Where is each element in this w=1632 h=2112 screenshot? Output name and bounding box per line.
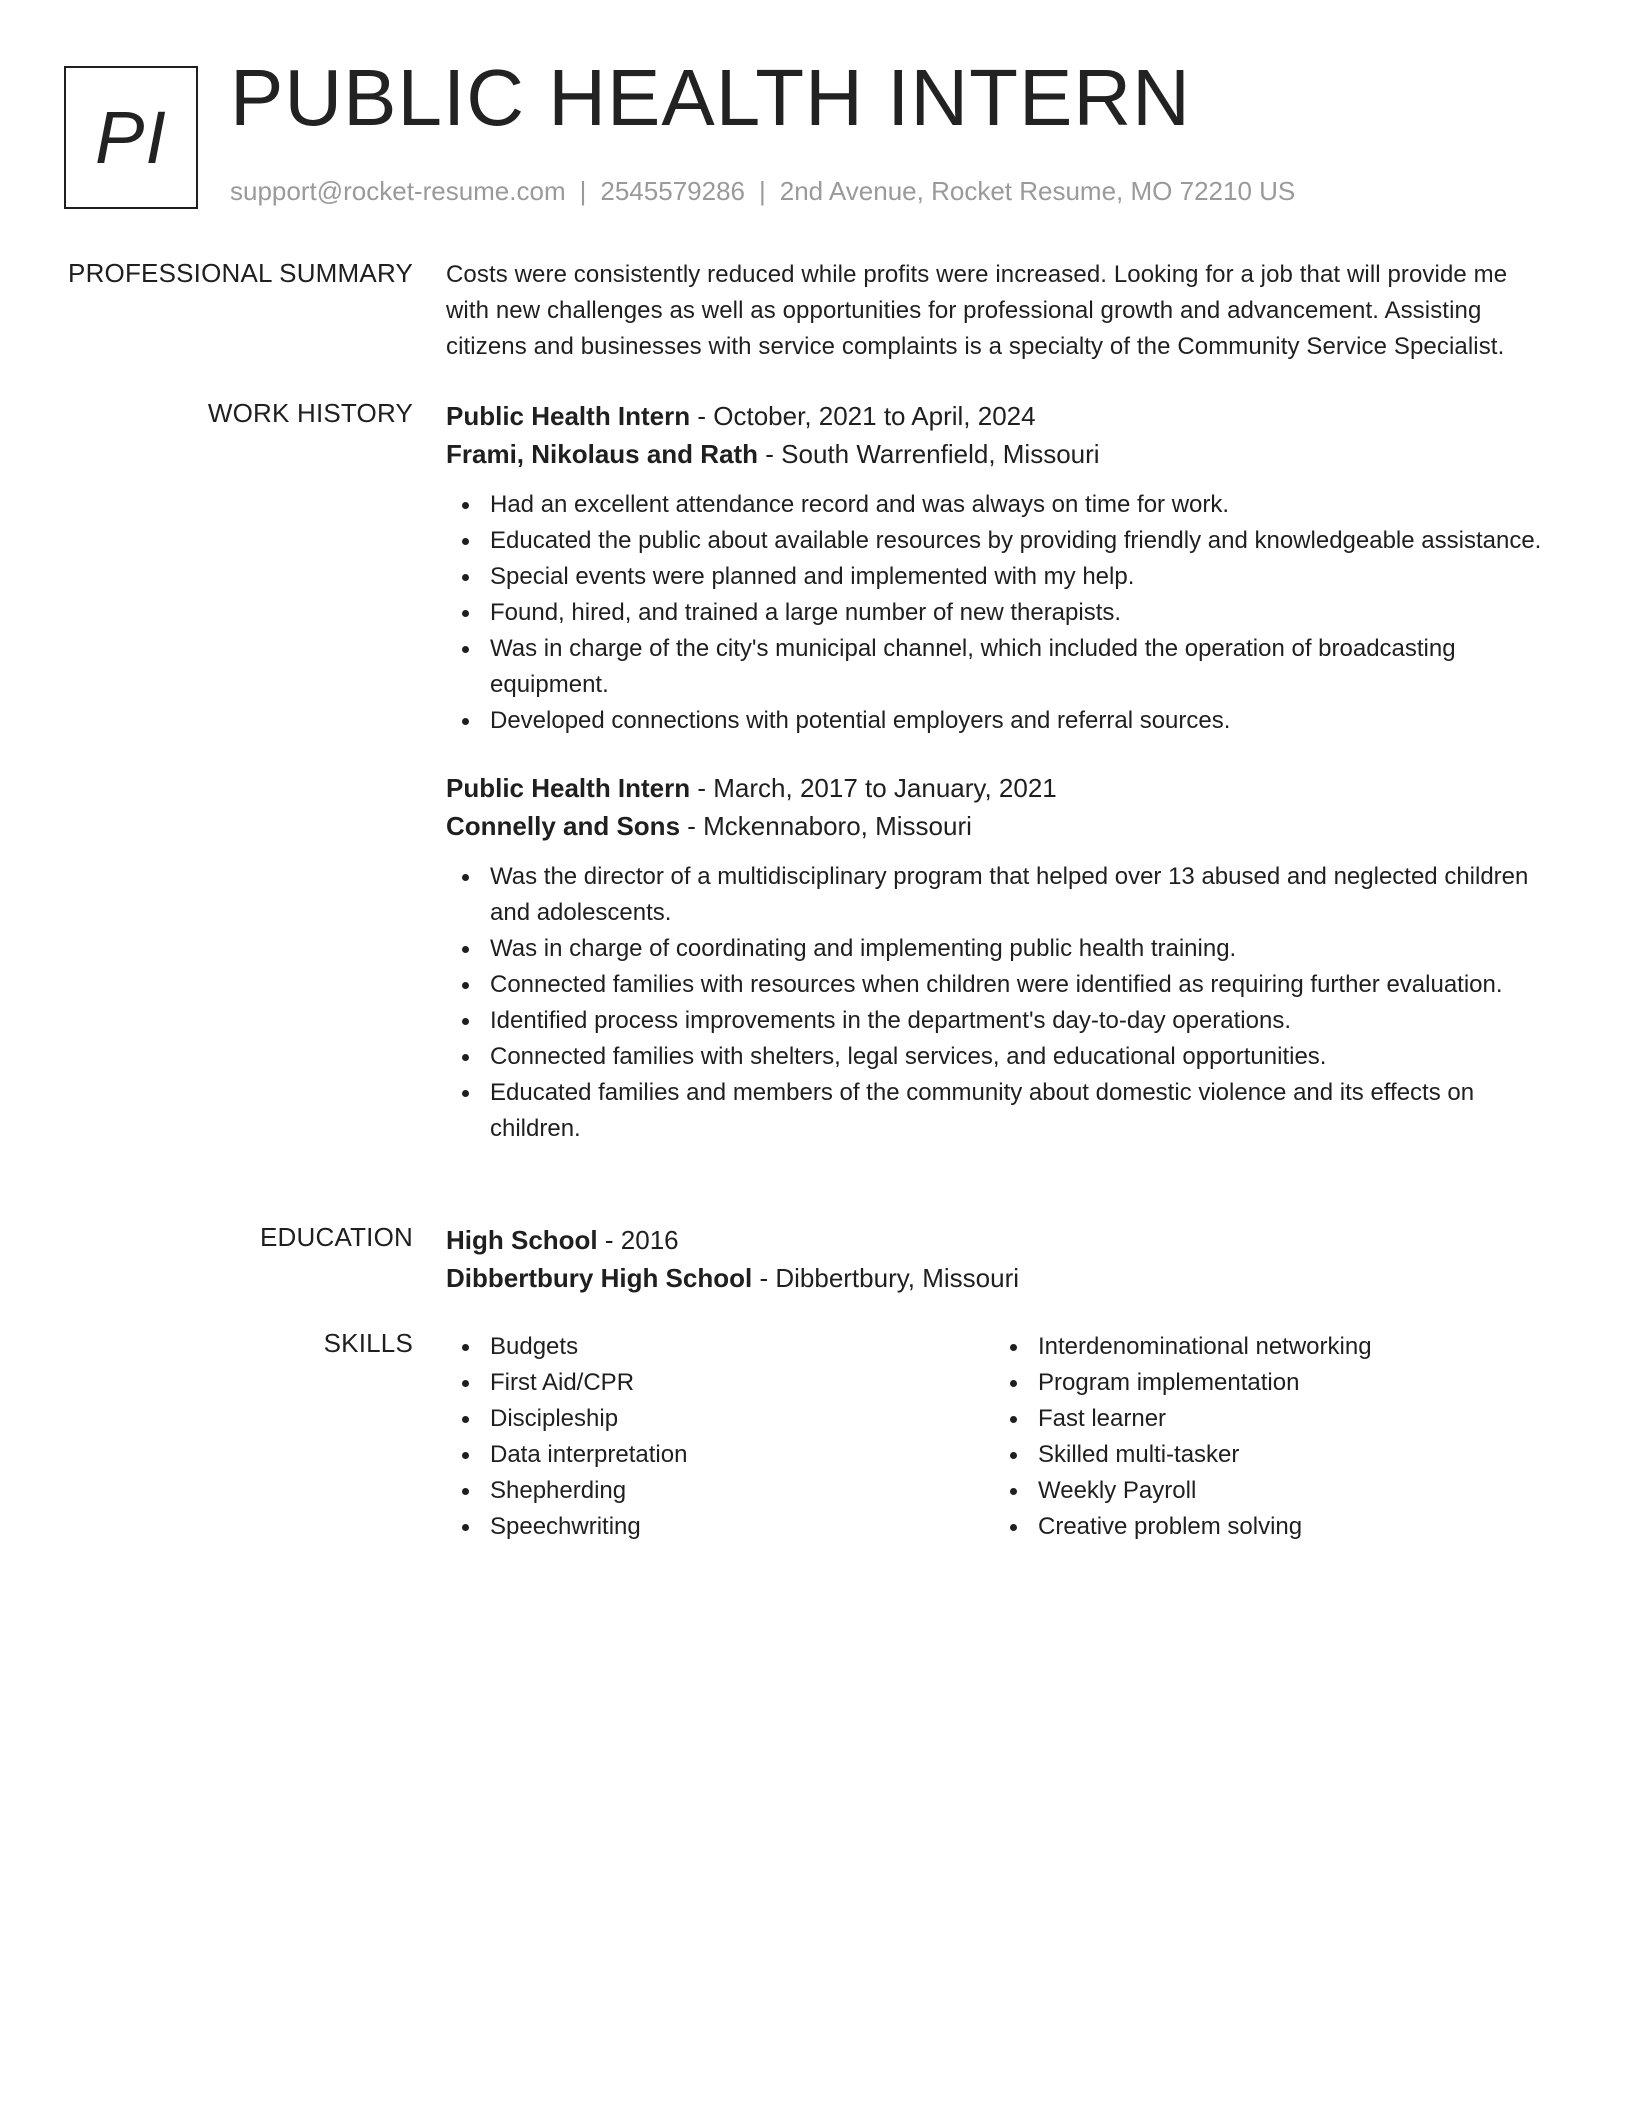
education-school: Dibbertbury High School (446, 1263, 753, 1293)
job-bullet: Was the director of a multidisciplinary program that helped over 13 abused and neglected children and adolescents. (446, 859, 1556, 931)
work-history-label: WORK HISTORY (207, 398, 413, 428)
job-bullet: Connected families with resources when children were identified as requiring further evaluation. (446, 967, 1556, 1003)
skill-item: Creative problem solving (994, 1509, 1542, 1545)
contact-phone: 2545579286 (600, 176, 745, 206)
skill-item: Speechwriting (446, 1509, 994, 1545)
skill-item: Weekly Payroll (994, 1473, 1542, 1509)
job-company: Frami, Nikolaus and Rath (446, 439, 759, 469)
job-company: Connelly and Sons (446, 811, 681, 841)
skill-item: Budgets (446, 1329, 994, 1365)
skill-item: Discipleship (446, 1401, 994, 1437)
job-title-line (446, 769, 1556, 807)
education-year: - 2016 (597, 1225, 679, 1255)
job-bullet: Special events were planned and implemented with my help. (446, 559, 1556, 595)
skill-item: Shepherding (446, 1473, 994, 1509)
job-location: - South Warrenfield, Missouri (758, 439, 1100, 469)
education-degree: High School (446, 1225, 598, 1255)
job-location: - Mckennaboro, Missouri (680, 811, 972, 841)
skills-column-left (446, 1329, 994, 1545)
skill-item: Skilled multi-tasker (994, 1437, 1542, 1473)
summary-label: PROFESSIONAL SUMMARY (68, 258, 413, 288)
job-bullet: Was in charge of the city's municipal channel, which included the operation of broadcasting equipment. (446, 631, 1556, 703)
job-bullet: Educated the public about available resources by providing friendly and knowledgeable assistance. (446, 523, 1556, 559)
candidate-name: PUBLIC HEALTH INTERN (230, 53, 1191, 142)
job-bullet: Developed connections with potential employers and referral sources. (446, 703, 1556, 739)
skill-item: Data interpretation (446, 1437, 994, 1473)
skill-item: Interdenominational networking (994, 1329, 1542, 1365)
education-label: EDUCATION (260, 1222, 413, 1252)
education-content (446, 1221, 1556, 1297)
job-entry (446, 397, 1556, 739)
job-bullets (446, 487, 1556, 739)
education-degree-line (446, 1221, 1556, 1259)
work-history-content (446, 397, 1556, 1147)
job-title: Public Health Intern (446, 773, 691, 803)
skills-label: SKILLS (323, 1328, 413, 1358)
skills-column-right (994, 1329, 1542, 1545)
job-company-line (446, 807, 1556, 845)
job-bullet: Connected families with shelters, legal services, and educational opportunities. (446, 1039, 1556, 1075)
skill-item: First Aid/CPR (446, 1365, 994, 1401)
job-title: Public Health Intern (446, 401, 691, 431)
job-dates: - March, 2017 to January, 2021 (690, 773, 1057, 803)
monogram-initials: PI (95, 95, 167, 179)
contact-separator: | (759, 176, 766, 206)
job-dates: - October, 2021 to April, 2024 (690, 401, 1036, 431)
job-bullet: Had an excellent attendance record and was always on time for work. (446, 487, 1556, 523)
monogram-box (64, 66, 198, 209)
job-bullet: Was in charge of coordinating and implementing public health training. (446, 931, 1556, 967)
job-company-line (446, 435, 1556, 473)
job-entry (446, 769, 1556, 1147)
job-title-line (446, 397, 1556, 435)
skills-content (446, 1329, 1556, 1545)
skill-item: Program implementation (994, 1365, 1542, 1401)
job-bullet: Identified process improvements in the department's day-to-day operations. (446, 1003, 1556, 1039)
skill-item: Fast learner (994, 1401, 1542, 1437)
contact-separator: | (579, 176, 587, 206)
contact-line (230, 176, 1295, 206)
summary-text: Costs were consistently reduced while profits were increased. Looking for a job that will provide me with new challenges as well as opportunities for professional growth and advancement. Assisting citizens and businesses with service complaints is a specialty of the Community Service Specialist. (446, 261, 1508, 360)
job-bullets (446, 859, 1556, 1147)
contact-address: 2nd Avenue, Rocket Resume, MO 72210 US (779, 176, 1296, 206)
contact-email: support@rocket-resume.com (230, 176, 566, 206)
education-location: - Dibbertbury, Missouri (752, 1263, 1020, 1293)
job-bullet: Educated families and members of the community about domestic violence and its effects on children. (446, 1075, 1556, 1147)
job-bullet: Found, hired, and trained a large number of new therapists. (446, 595, 1556, 631)
education-school-line (446, 1259, 1556, 1297)
